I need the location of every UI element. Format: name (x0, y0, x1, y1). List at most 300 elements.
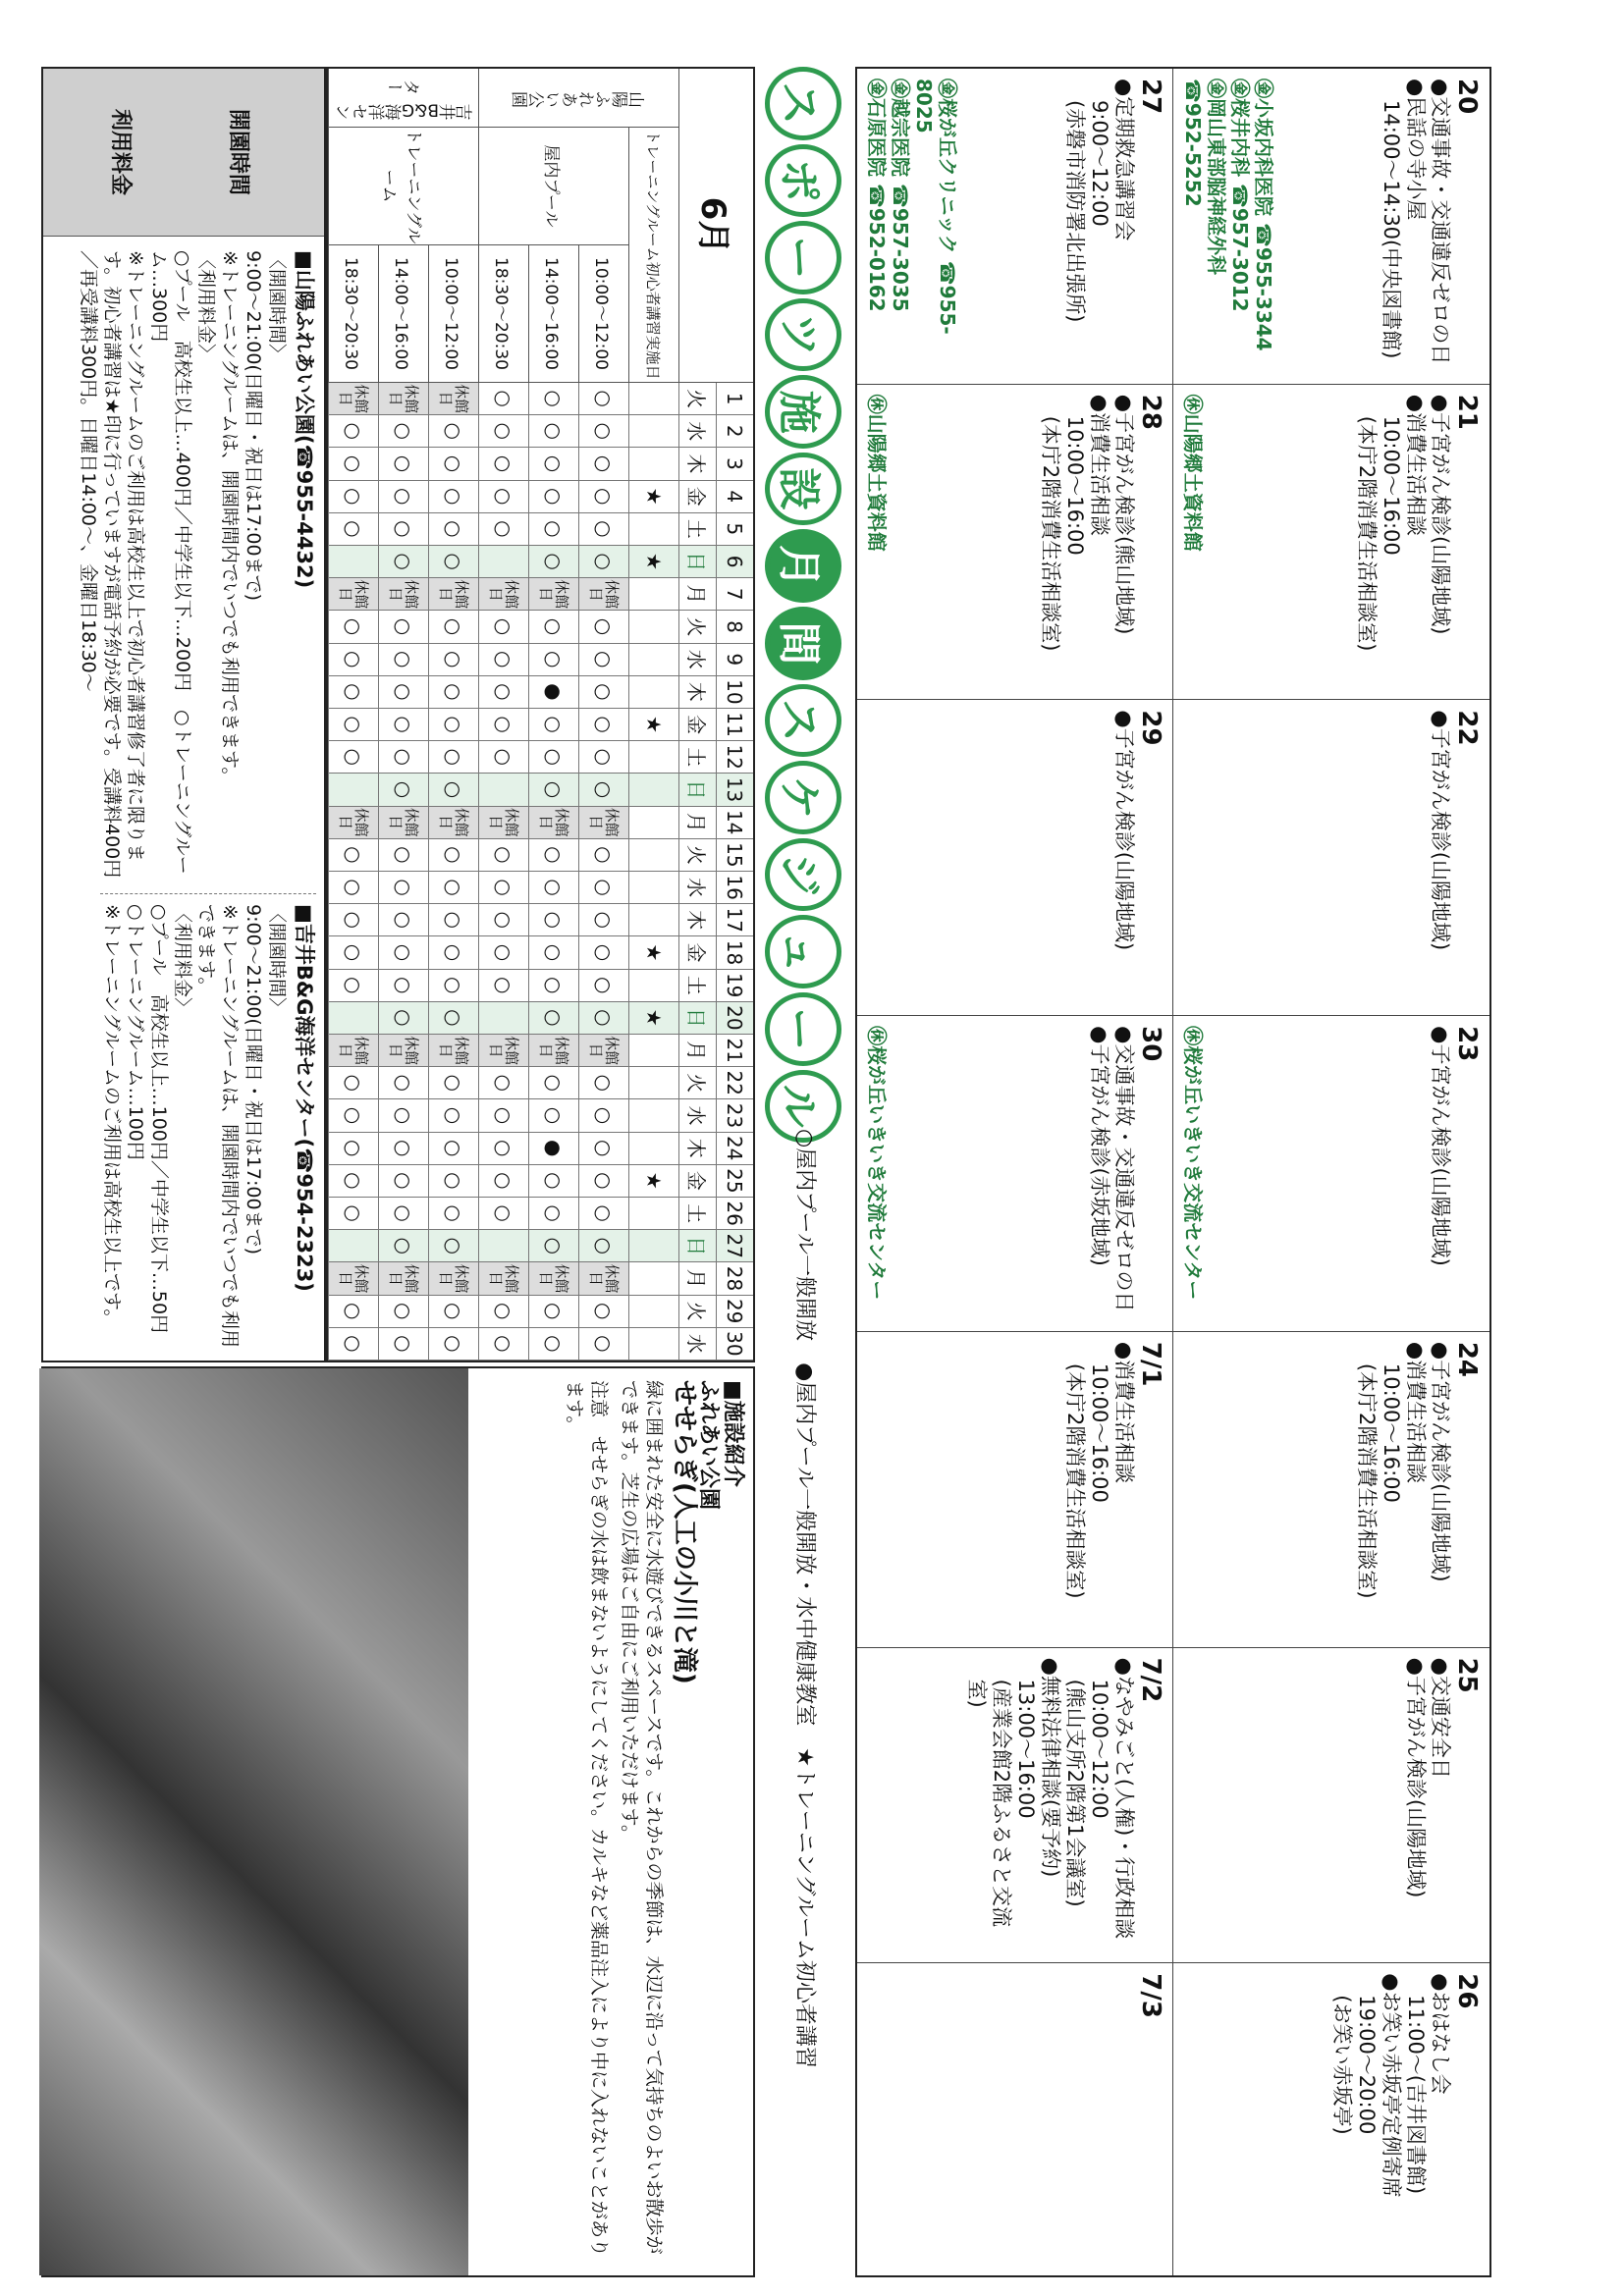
schedule-day-number: 23 (716, 1099, 753, 1132)
schedule-cell: 休館日 (328, 383, 378, 415)
event-title: ●定期救急講習会 (1112, 79, 1136, 241)
schedule-cell: ○ (378, 774, 428, 806)
event-time: 10:00～16:00 (1063, 415, 1087, 556)
schedule-cell: ○ (378, 513, 428, 546)
schedule-cell: ○ (478, 1165, 528, 1198)
schedule-cell: ○ (478, 481, 528, 513)
schedule-cell: ○ (578, 936, 628, 969)
schedule-cell: ○ (428, 513, 478, 546)
event-title: ●子宮がん検診(山陽地域) (1429, 1341, 1452, 1582)
schedule-cell: ○ (578, 513, 628, 546)
schedule-cell: 休館日 (428, 1035, 478, 1067)
event-time: 10:00～12:00 (1088, 1679, 1111, 1819)
intro-label: ■施設紹介 (721, 1380, 745, 1487)
schedule-cell: ○ (528, 1067, 578, 1099)
hospital-entry: ㊎桜井内科 ☎957-3012 (1228, 79, 1252, 312)
schedule-cell: ○ (328, 1165, 378, 1198)
schedule-cell: ○ (328, 1067, 378, 1099)
hospital-entry: ㊎越宗医院 ☎957-3035 (889, 79, 912, 312)
schedule-legend: ○屋内プール一般開放 ●屋内プール一般開放・水中健康教室 ★トレーニングルーム初心者講習 (792, 1129, 817, 2068)
schedule-cell: ○ (378, 1198, 428, 1230)
schedule-cell: ○ (428, 1198, 478, 1230)
schedule-cell: ○ (578, 448, 628, 480)
schedule-cell: ★ (628, 481, 678, 513)
schedule-month: 6月 (678, 69, 753, 383)
hospital-entry: ㊎石原医院 ☎952-0162 (865, 79, 889, 312)
intro-name: せせらぎ(人工の小川と滝) (670, 1380, 699, 1684)
schedule-cell: ○ (328, 741, 378, 774)
info-line: 〈開園時間〉 (266, 904, 288, 1017)
schedule-weekday: 火 (678, 611, 716, 643)
schedule-weekday: 金 (678, 1165, 716, 1198)
event-time: 9:00～12:00 (1088, 100, 1111, 227)
title-character: ジ (765, 838, 841, 912)
schedule-cell: 休館日 (578, 807, 628, 839)
schedule-cell: ○ (578, 1133, 628, 1165)
schedule-cell: ○ (578, 839, 628, 872)
schedule-cell (628, 1328, 678, 1361)
schedule-cell: ○ (428, 546, 478, 578)
schedule-cell: ○ (428, 611, 478, 643)
schedule-day-number: 27 (716, 1230, 753, 1262)
event-time: 10:00～16:00 (1380, 415, 1403, 556)
schedule-cell (628, 774, 678, 806)
schedule-cell (628, 383, 678, 415)
schedule-day-number: 7 (716, 578, 753, 611)
info-line: ※トレーニングルームは、開園時間内でいつでも利用できます。 (195, 904, 241, 1348)
sanyo-heading: ■山陽ふれあい公園(☎955-4432) (293, 250, 316, 589)
day-number: 22 (1452, 710, 1482, 746)
schedule-cell: ○ (578, 546, 628, 578)
hospital-entry: ㊎小坂内科医院 ☎955-3344 (1252, 79, 1275, 351)
schedule-cell: ○ (478, 415, 528, 448)
schedule-weekday: 土 (678, 970, 716, 1002)
schedule-cell: ○ (578, 1328, 628, 1361)
schedule-title (758, 67, 848, 1147)
schedule-cell: ○ (478, 676, 528, 709)
info-line: ○プール 高校生以上…400円／中学生以下…200円 ○トレーニングルーム…300円 (148, 250, 193, 875)
schedule-cell: ○ (578, 741, 628, 774)
schedule-cell: ○ (428, 1002, 478, 1035)
schedule-day-number: 19 (716, 970, 753, 1002)
schedule-cell: ★ (628, 546, 678, 578)
schedule-weekday: 土 (678, 741, 716, 774)
day-number: 23 (1452, 1026, 1482, 1062)
calendar-day-cell (857, 1963, 1173, 2279)
calendar-day-cell (857, 1332, 1173, 1648)
schedule-cell: ○ (428, 644, 478, 676)
schedule-weekday: 水 (678, 415, 716, 448)
schedule-weekday: 土 (678, 513, 716, 546)
schedule-cell: ○ (528, 904, 578, 936)
schedule-cell (478, 546, 528, 578)
schedule-cell (628, 1262, 678, 1295)
schedule-cell: ○ (528, 611, 578, 643)
schedule-day-number: 1 (716, 383, 753, 415)
schedule-cell: ○ (428, 448, 478, 480)
schedule-cell: ○ (478, 383, 528, 415)
calendar-day-cell (1173, 1963, 1489, 2279)
schedule-day-number: 20 (716, 1002, 753, 1035)
schedule-cell: ○ (328, 1198, 378, 1230)
schedule-cell (328, 1002, 378, 1035)
schedule-day-number: 26 (716, 1198, 753, 1230)
schedule-cell: ○ (528, 872, 578, 904)
schedule-weekday: 水 (678, 644, 716, 676)
day-number: 7/1 (1136, 1341, 1165, 1387)
schedule-cell: ○ (528, 741, 578, 774)
schedule-weekday: 火 (678, 383, 716, 415)
event-title: ●交通事故・交通違反ゼロの日 (1429, 79, 1452, 365)
schedule-cell: ○ (528, 839, 578, 872)
schedule-day-number: 6 (716, 546, 753, 578)
schedule-cell: ○ (428, 904, 478, 936)
schedule-cell: ○ (378, 1133, 428, 1165)
info-line: ○トレーニングルーム…100円 (125, 904, 146, 1160)
schedule-cell: 休館日 (478, 807, 528, 839)
schedule-weekday: 日 (678, 774, 716, 806)
schedule-cell: ○ (378, 1002, 428, 1035)
facility-info (41, 67, 326, 1362)
schedule-cell: ○ (428, 676, 478, 709)
schedule-cell: ○ (578, 383, 628, 415)
schedule-cell: ○ (328, 904, 378, 936)
schedule-cell: ○ (528, 415, 578, 448)
schedule-cell: ● (528, 1133, 578, 1165)
day-number: 27 (1136, 79, 1165, 115)
schedule-cell: ○ (328, 709, 378, 741)
schedule-cell: ○ (478, 513, 528, 546)
event-title: ●民話の寺小屋 (1404, 79, 1428, 221)
info-line: 〈開園時間〉 (266, 250, 288, 363)
schedule-cell: ○ (328, 611, 378, 643)
title-character: ー (765, 221, 841, 294)
schedule-cell: ○ (328, 1099, 378, 1132)
info-line: ※トレーニングルームのご利用は高校生以上です。 (101, 904, 123, 1328)
day-number: 26 (1452, 1973, 1482, 2009)
schedule-cell: 休館日 (428, 1262, 478, 1295)
schedule-cell: ○ (378, 839, 428, 872)
schedule-cell (628, 578, 678, 611)
schedule-weekday: 金 (678, 936, 716, 969)
schedule-cell (628, 970, 678, 1002)
event-time: 10:00～16:00 (1088, 1362, 1111, 1503)
event-title: ●子宮がん検診(赤坂地域) (1088, 1026, 1111, 1266)
schedule-cell: ○ (378, 872, 428, 904)
day-number: 21 (1452, 394, 1482, 430)
schedule-day-number: 13 (716, 774, 753, 806)
schedule-cell (628, 904, 678, 936)
schedule-cell: ○ (578, 709, 628, 741)
schedule-cell: 休館日 (578, 1035, 628, 1067)
event-location: (熊山支所2階第1会議室) (1063, 1679, 1087, 1907)
event-title: ●おはなし会 (1429, 1973, 1452, 2095)
schedule-cell: ○ (528, 1198, 578, 1230)
schedule-cell (628, 1198, 678, 1230)
schedule-cell: ○ (578, 481, 628, 513)
schedule-cell: ○ (478, 1296, 528, 1328)
intro-note: 注意 せせらぎの水は飲まないようにしてください。カルキなど薬品注入により中に入れないことがあります。 (564, 1380, 610, 2258)
schedule-cell: ○ (378, 644, 428, 676)
event-title: ●なやみごと(人権)・行政相談 (1112, 1657, 1136, 1940)
schedule-cell: ○ (578, 1198, 628, 1230)
title-character: 施 (765, 375, 841, 449)
schedule-cell: ○ (578, 415, 628, 448)
intro-place: ふれあい公園 (696, 1380, 721, 1511)
schedule-cell: ○ (528, 481, 578, 513)
schedule-weekday: 日 (678, 546, 716, 578)
day-number: 25 (1452, 1657, 1482, 1693)
schedule-cell: ○ (578, 611, 628, 643)
schedule-cell (628, 513, 678, 546)
schedule-day-number: 29 (716, 1296, 753, 1328)
event-title: ●消費生活相談 (1404, 394, 1428, 537)
schedule-cell: ○ (478, 1328, 528, 1361)
schedule-weekday: 土 (678, 1198, 716, 1230)
holiday-hospitals (865, 79, 959, 384)
schedule-cell: ○ (328, 1296, 378, 1328)
yoshii-heading: ■吉井B&G海洋センター(☎954-2323) (293, 904, 316, 1292)
intro-body: 緑に囲まれた安全に水遊びできるスペースです。これからの季節は、水辺に沿って気持ちのよいお散歩ができます。芝生の広場はご自由にご利用いただけます。 (619, 1380, 665, 2255)
schedule-cell: ○ (528, 383, 578, 415)
schedule-cell: 休館日 (578, 1262, 628, 1295)
schedule-cell: 休館日 (378, 807, 428, 839)
schedule-cell: ○ (478, 872, 528, 904)
info-line: 〈利用料金〉 (195, 250, 217, 363)
schedule-cell: ○ (428, 1133, 478, 1165)
schedule-cell (478, 774, 528, 806)
info-line: 9:00～21:00(日曜日・祝日は17:00まで) (243, 904, 264, 1255)
calendar-day-cell (857, 1016, 1173, 1332)
schedule-cell: 休館日 (378, 383, 428, 415)
schedule-cell: ○ (528, 709, 578, 741)
schedule-cell: 休館日 (478, 1035, 528, 1067)
schedule-weekday: 火 (678, 839, 716, 872)
schedule-cell (628, 872, 678, 904)
schedule-cell: ★ (628, 1002, 678, 1035)
facility-intro (41, 1366, 755, 2277)
schedule-cell (628, 1099, 678, 1132)
schedule-cell: ○ (428, 415, 478, 448)
session-time: 14:00～16:00 (528, 245, 578, 383)
schedule-weekday: 月 (678, 1262, 716, 1295)
schedule-cell: ○ (478, 1099, 528, 1132)
info-line: 9:00～21:00(日曜日・祝日は17:00まで) (243, 250, 264, 602)
schedule-cell: 休館日 (428, 578, 478, 611)
schedule-cell: 休館日 (328, 1262, 378, 1295)
schedule-cell: ○ (528, 1099, 578, 1132)
schedule-day-number: 24 (716, 1133, 753, 1165)
calendar-day-cell (1173, 1648, 1489, 1964)
facility-schedule-table (326, 67, 755, 1362)
schedule-cell: ○ (428, 481, 478, 513)
day-number: 30 (1136, 1026, 1165, 1062)
schedule-cell: ○ (478, 611, 528, 643)
schedule-cell: 休館日 (328, 1035, 378, 1067)
schedule-cell: ○ (528, 1002, 578, 1035)
schedule-cell: ○ (328, 676, 378, 709)
schedule-cell (628, 1133, 678, 1165)
info-line: ○プール 高校生以上…100円／中学生以下…50円 (148, 904, 170, 1334)
holiday-hospitals (1181, 79, 1275, 351)
schedule-cell (328, 774, 378, 806)
schedule-cell: ○ (578, 970, 628, 1002)
schedule-day-number: 16 (716, 872, 753, 904)
schedule-cell: ○ (478, 1133, 528, 1165)
schedule-cell: ○ (328, 513, 378, 546)
schedule-cell: ★ (628, 936, 678, 969)
event-title: ●交通安全日 (1429, 1657, 1452, 1779)
schedule-day-number: 8 (716, 611, 753, 643)
schedule-weekday: 火 (678, 1067, 716, 1099)
hospital-entry: ☎952-5252 (1181, 79, 1205, 207)
schedule-cell (628, 807, 678, 839)
schedule-cell (478, 1002, 528, 1035)
schedule-day-number: 18 (716, 936, 753, 969)
title-character: 間 (765, 607, 841, 680)
schedule-weekday: 木 (678, 448, 716, 480)
schedule-cell: ○ (378, 481, 428, 513)
event-title: ●子宮がん検診(山陽地域) (1112, 710, 1136, 951)
title-character: 月 (765, 529, 841, 603)
schedule-cell: 休館日 (428, 807, 478, 839)
schedule-cell (628, 611, 678, 643)
schedule-weekday: 水 (678, 872, 716, 904)
schedule-cell (628, 741, 678, 774)
schedule-cell: ○ (478, 448, 528, 480)
schedule-cell: ○ (478, 936, 528, 969)
schedule-cell: ○ (328, 481, 378, 513)
schedule-cell: ○ (328, 970, 378, 1002)
session-time: 18:30～20:30 (478, 245, 528, 383)
schedule-cell: ○ (528, 774, 578, 806)
day-number: 24 (1452, 1341, 1482, 1378)
schedule-cell: ○ (328, 936, 378, 969)
calendar-day-cell (1173, 69, 1489, 385)
schedule-cell: ○ (578, 904, 628, 936)
schedule-cell: ○ (378, 676, 428, 709)
schedule-cell: ○ (578, 1230, 628, 1262)
event-location: (お笑い赤坂亭) (1330, 1995, 1354, 2135)
event-title: ●無料法律相談(要予約) (1039, 1657, 1062, 1878)
schedule-cell: ● (528, 676, 578, 709)
closed-facility: ㊡山陽郷土資料館 (865, 394, 889, 552)
schedule-cell: ○ (578, 774, 628, 806)
schedule-cell: ○ (378, 709, 428, 741)
event-title: ●消費生活相談 (1112, 1341, 1136, 1484)
schedule-cell: ○ (428, 1328, 478, 1361)
event-location: (本庁2階消費生活相談室) (1063, 1362, 1087, 1599)
schedule-cell: ○ (528, 513, 578, 546)
schedule-weekday: 月 (678, 1035, 716, 1067)
title-character: 設 (765, 453, 841, 526)
schedule-cell: ○ (378, 546, 428, 578)
calendar-day-cell (1173, 700, 1489, 1016)
schedule-cell: ○ (378, 1067, 428, 1099)
schedule-cell: ○ (378, 970, 428, 1002)
schedule-cell (478, 1230, 528, 1262)
intro-text (468, 1368, 753, 2275)
schedule-weekday: 木 (678, 1133, 716, 1165)
schedule-cell: ○ (428, 1296, 478, 1328)
calendar-week-1 (1172, 69, 1489, 2275)
event-time: 13:00～16:00 (1014, 1679, 1038, 1819)
info-line: 〈利用料金〉 (172, 904, 193, 1017)
schedule-cell: ○ (478, 1198, 528, 1230)
event-title: ●子宮がん検診(山陽地域) (1429, 1026, 1452, 1266)
schedule-cell: 休館日 (528, 1262, 578, 1295)
schedule-cell: ○ (328, 415, 378, 448)
schedule-cell: 休館日 (578, 578, 628, 611)
schedule-cell: ○ (578, 1099, 628, 1132)
session-time: 18:30～20:30 (328, 245, 378, 383)
schedule-cell (628, 1230, 678, 1262)
label-indoor-pool: 屋内プール (478, 128, 628, 245)
schedule-cell: ○ (428, 774, 478, 806)
schedule-cell (628, 839, 678, 872)
schedule-cell: ○ (378, 936, 428, 969)
event-title: ●交通事故・交通違反ゼロの日 (1112, 1026, 1136, 1312)
closed-facility: ㊡桜が丘いきいき交流センター (1181, 1026, 1205, 1301)
schedule-cell: ○ (528, 1296, 578, 1328)
title-character: ス (765, 67, 841, 140)
schedule-day-number: 25 (716, 1165, 753, 1198)
schedule-weekday: 木 (678, 904, 716, 936)
schedule-cell: 休館日 (378, 1262, 428, 1295)
event-location: (本庁2階消費生活相談室) (1355, 415, 1379, 652)
schedule-cell: ○ (378, 1328, 428, 1361)
session-time: 14:00～16:00 (378, 245, 428, 383)
schedule-cell: ○ (378, 448, 428, 480)
schedule-cell: 休館日 (478, 1262, 528, 1295)
schedule-cell: ○ (578, 1296, 628, 1328)
schedule-cell: ○ (428, 1067, 478, 1099)
schedule-cell: ○ (578, 1002, 628, 1035)
schedule-cell: ○ (478, 644, 528, 676)
schedule-cell: ★ (628, 1165, 678, 1198)
schedule-cell: ○ (328, 1133, 378, 1165)
schedule-cell: 休館日 (328, 807, 378, 839)
schedule-cell: 休館日 (328, 578, 378, 611)
calendar-day-cell (857, 700, 1173, 1016)
facility-label-sanyo: 山陽ふれあい公園 (478, 69, 678, 128)
schedule-cell: ○ (578, 644, 628, 676)
calendar-day-cell (857, 1648, 1173, 1964)
schedule-cell: 休館日 (428, 383, 478, 415)
schedule-cell: ○ (378, 904, 428, 936)
schedule-cell: 休館日 (378, 578, 428, 611)
schedule-weekday: 水 (678, 1328, 716, 1361)
schedule-cell: ○ (428, 1099, 478, 1132)
schedule-cell: ○ (528, 448, 578, 480)
schedule-day-number: 2 (716, 415, 753, 448)
schedule-cell: ○ (328, 448, 378, 480)
schedule-weekday: 金 (678, 481, 716, 513)
schedule-cell: ○ (478, 709, 528, 741)
event-title: ●消費生活相談 (1088, 394, 1111, 537)
day-number: 7/2 (1136, 1657, 1165, 1703)
session-time: 10:00～12:00 (578, 245, 628, 383)
title-character: ケ (765, 761, 841, 834)
schedule-cell: ○ (378, 1165, 428, 1198)
schedule-weekday: 日 (678, 1002, 716, 1035)
schedule-cell: ○ (578, 1067, 628, 1099)
day-number: 7/3 (1136, 1973, 1165, 2018)
schedule-cell: ○ (428, 872, 478, 904)
schedule-cell (628, 644, 678, 676)
info-line: ※トレーニングルームは、開園時間内でいつでも利用できます。 (219, 250, 241, 786)
event-location: (本庁2階消費生活相談室) (1039, 415, 1062, 652)
